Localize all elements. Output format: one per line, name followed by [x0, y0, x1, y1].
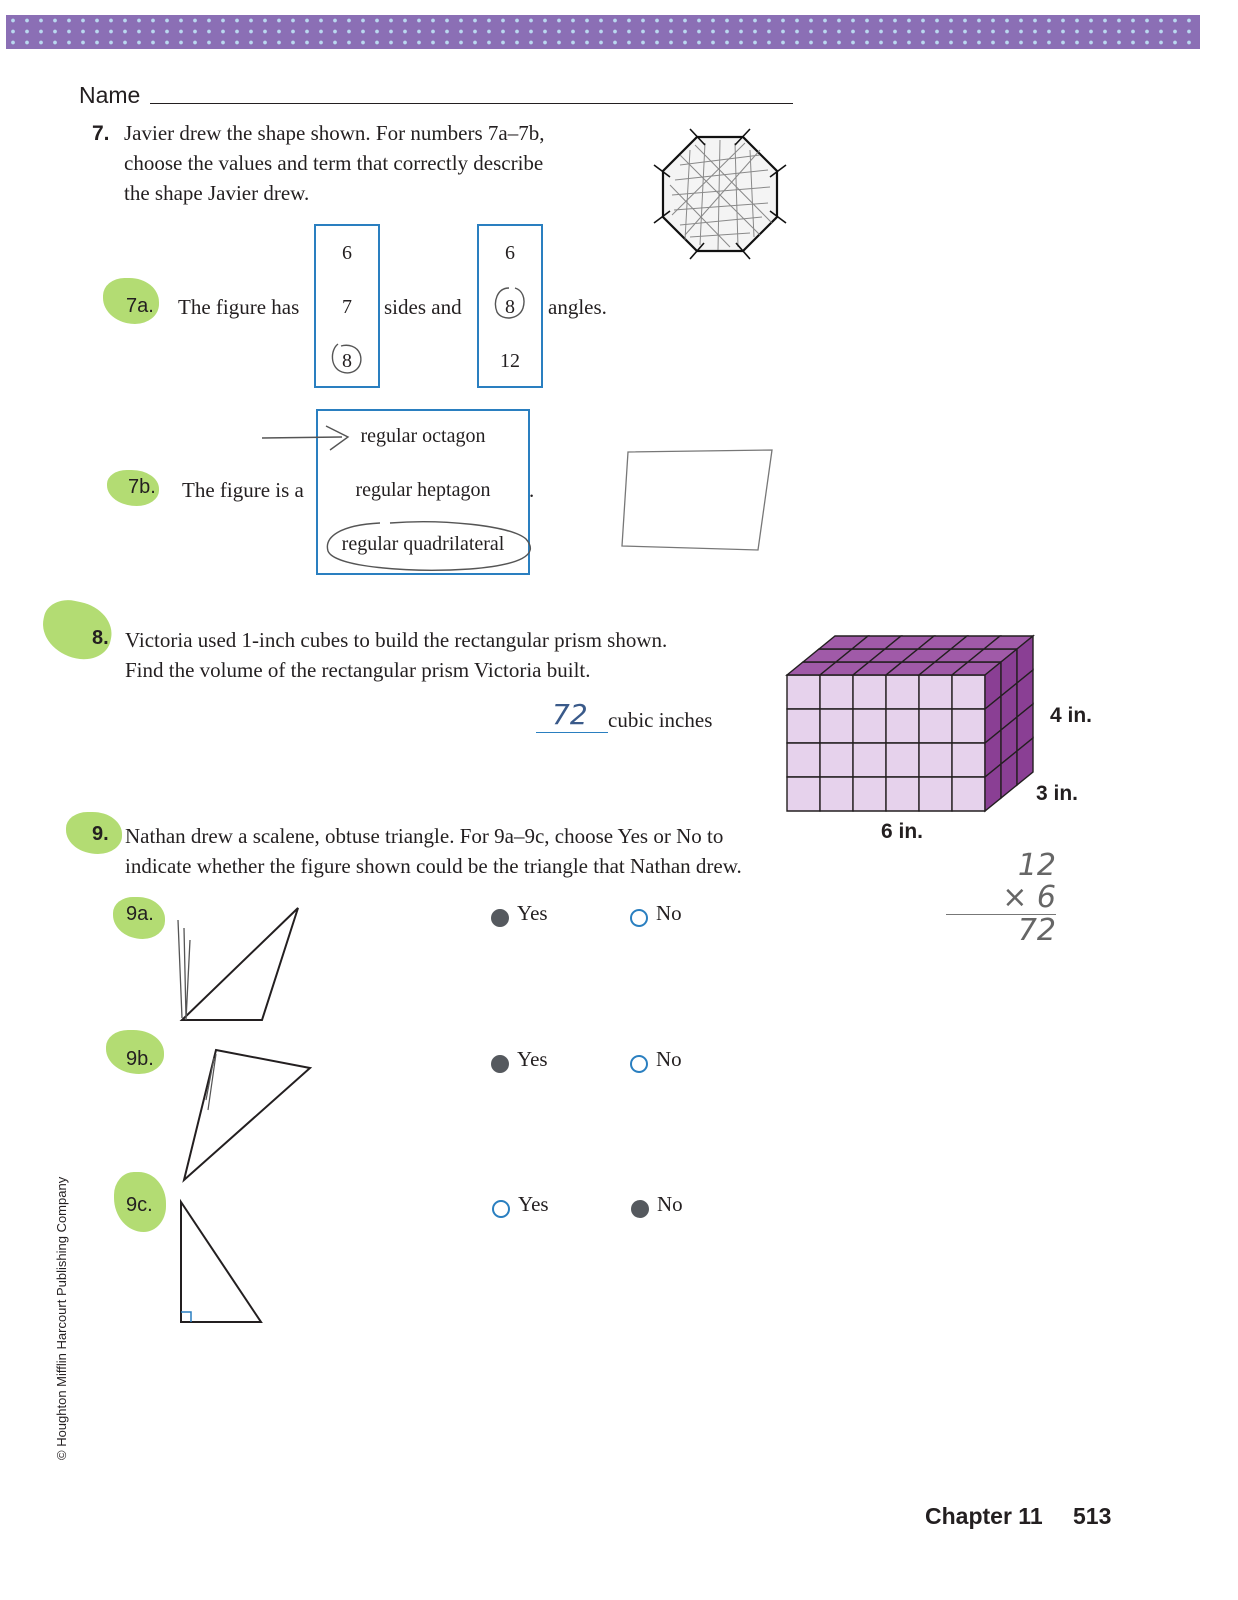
prism-front-cube — [820, 777, 853, 811]
prism-front-cube — [952, 675, 985, 709]
pencil-arrow-mark — [260, 420, 360, 456]
prism-front-cube — [919, 675, 952, 709]
question-8-prompt — [125, 625, 765, 685]
question-8-prompt-line2: Find the volume of the rectangular prism Victoria built. — [125, 658, 591, 682]
sides-option-6[interactable]: 6 — [342, 242, 352, 264]
item-7b-text-after: . — [529, 478, 535, 502]
option-9a-no-label: No — [656, 901, 682, 925]
question-9-prompt-line2: indicate whether the figure shown could be the triangle that Nathan drew. — [125, 854, 742, 878]
footer-page-number: 513 — [1073, 1503, 1112, 1529]
figure-option-regular-octagon[interactable]: regular octagon — [360, 425, 486, 447]
item-7a-label: 7a. — [126, 295, 154, 317]
triangle-9a — [170, 900, 310, 1030]
prism-front-cube — [886, 777, 919, 811]
prism-front-cube — [886, 709, 919, 743]
prism-front-cube — [820, 743, 853, 777]
question-7-prompt — [124, 118, 624, 208]
scratch-line-3: 72 — [1017, 913, 1056, 948]
footer-chapter: Chapter 11 — [925, 1503, 1043, 1529]
selection-circle-sides-8 — [326, 338, 368, 378]
item-7b-text-before: The figure is a — [182, 478, 304, 502]
selection-circle-angles-8 — [489, 284, 531, 324]
question-9-prompt — [125, 821, 845, 881]
prism-front-cube — [952, 777, 985, 811]
item-7a-text-before: The figure has — [178, 295, 300, 319]
prism-front-cube — [787, 709, 820, 743]
radio-9c-yes[interactable] — [492, 1200, 510, 1218]
question-7-prompt-line2: choose the values and term that correctly describe — [124, 151, 544, 175]
pencil-quadrilateral-sketch — [612, 442, 782, 560]
prism-front-cube — [787, 743, 820, 777]
option-9b-yes-label: Yes — [517, 1047, 548, 1071]
item-7b-label: 7b. — [128, 476, 156, 498]
angles-option-8[interactable]: 8 — [505, 296, 515, 318]
volume-unit-label: cubic inches — [608, 708, 713, 732]
option-9c-yes-label: Yes — [518, 1192, 549, 1216]
prism-front-cube — [853, 777, 886, 811]
prism-front-cube — [919, 743, 952, 777]
question-7-prompt-line3: the shape Javier drew. — [124, 181, 310, 205]
option-9b-no-label: No — [656, 1047, 682, 1071]
volume-answer-value: 72 — [552, 698, 588, 731]
sides-option-7[interactable]: 7 — [342, 296, 352, 318]
prism-height-label: 4 in. — [1050, 704, 1093, 727]
option-9a-yes-label: Yes — [517, 901, 548, 925]
scratch-line-2: × 6 — [946, 882, 1056, 915]
figure-option-regular-heptagon[interactable]: regular heptagon — [355, 479, 491, 501]
prism-front-cube — [787, 777, 820, 811]
prism-front-cube — [919, 709, 952, 743]
question-9-number: 9. — [92, 823, 109, 845]
item-7a-text-after: angles. — [548, 295, 607, 319]
angles-choice-box — [477, 224, 543, 388]
prism-front-cube — [787, 675, 820, 709]
angles-option-12[interactable]: 12 — [500, 350, 520, 372]
prism-length-label: 6 in. — [881, 820, 924, 843]
name-label: Name — [79, 82, 141, 108]
radio-9b-no[interactable] — [630, 1055, 648, 1073]
question-8-prompt-line1: Victoria used 1-inch cubes to build the rectangular prism shown. — [125, 628, 668, 652]
copyright-notice: © Houghton Mifflin Harcourt Publishing Company — [54, 1176, 69, 1460]
radio-9a-no[interactable] — [630, 909, 648, 927]
scratch-line-1: 12 — [1017, 848, 1056, 883]
prism-front-cube — [886, 675, 919, 709]
prism-front-cube — [886, 743, 919, 777]
prism-front-cube — [820, 709, 853, 743]
prism-front-cube — [952, 743, 985, 777]
question-8-number: 8. — [92, 627, 109, 649]
octagon-figure — [650, 125, 790, 265]
radio-9c-no[interactable] — [631, 1200, 649, 1218]
figure-option-regular-quadrilateral[interactable]: regular quadrilateral — [341, 533, 505, 555]
item-9a-label: 9a. — [126, 903, 154, 925]
decorative-header-band — [6, 15, 1200, 49]
rectangular-prism-figure — [780, 625, 1050, 815]
prism-front-cube — [820, 675, 853, 709]
triangle-9c — [172, 1196, 272, 1328]
sides-choice-box — [314, 224, 380, 388]
volume-answer-field[interactable] — [536, 700, 608, 733]
prism-front-cube — [952, 709, 985, 743]
triangle-9b — [170, 1040, 320, 1185]
selection-circle-quadrilateral — [320, 515, 538, 577]
question-7-number: 7. — [92, 122, 110, 145]
question-9-prompt-line1: Nathan drew a scalene, obtuse triangle. For 9a–9c, choose Yes or No to — [125, 824, 724, 848]
question-7-prompt-line1: Javier drew the shape shown. For numbers 7a–7b, — [124, 121, 545, 145]
sides-option-8[interactable]: 8 — [342, 350, 352, 372]
scratch-work — [946, 850, 1056, 947]
angles-option-6[interactable]: 6 — [505, 242, 515, 264]
item-7a-text-middle: sides and — [384, 295, 462, 319]
item-9c-label: 9c. — [126, 1194, 153, 1216]
prism-depth-label: 3 in. — [1036, 782, 1079, 805]
prism-front-cube — [853, 709, 886, 743]
item-9b-label: 9b. — [126, 1048, 154, 1070]
name-input-line[interactable] — [150, 103, 793, 104]
prism-front-cube — [919, 777, 952, 811]
radio-9b-yes[interactable] — [491, 1055, 509, 1073]
option-9c-no-label: No — [657, 1192, 683, 1216]
prism-front-cube — [853, 743, 886, 777]
radio-9a-yes[interactable] — [491, 909, 509, 927]
prism-front-cube — [853, 675, 886, 709]
